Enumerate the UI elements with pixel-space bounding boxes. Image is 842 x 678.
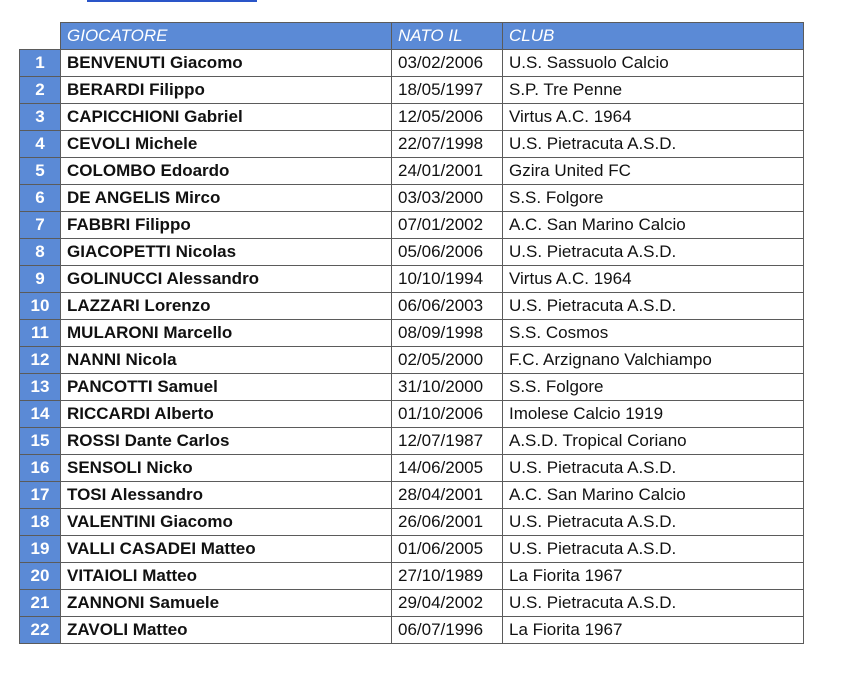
club-name: Imolese Calcio 1919 bbox=[503, 401, 804, 428]
club-name: S.S. Folgore bbox=[503, 185, 804, 212]
player-name: VALENTINI Giacomo bbox=[61, 509, 392, 536]
player-name: NANNI Nicola bbox=[61, 347, 392, 374]
table-row bbox=[20, 455, 804, 482]
birth-date: 01/06/2005 bbox=[392, 536, 503, 563]
player-name: ROSSI Dante Carlos bbox=[61, 428, 392, 455]
row-number: 12 bbox=[20, 347, 61, 374]
row-number: 13 bbox=[20, 374, 61, 401]
row-number: 5 bbox=[20, 158, 61, 185]
player-name: TOSI Alessandro bbox=[61, 482, 392, 509]
row-number: 4 bbox=[20, 131, 61, 158]
club-name: A.C. San Marino Calcio bbox=[503, 212, 804, 239]
table-row bbox=[20, 401, 804, 428]
table-row bbox=[20, 185, 804, 212]
birth-date: 07/01/2002 bbox=[392, 212, 503, 239]
club-name: A.C. San Marino Calcio bbox=[503, 482, 804, 509]
birth-date: 12/05/2006 bbox=[392, 104, 503, 131]
row-number: 2 bbox=[20, 77, 61, 104]
birth-date: 06/07/1996 bbox=[392, 617, 503, 644]
birth-date: 03/02/2006 bbox=[392, 50, 503, 77]
table-row bbox=[20, 563, 804, 590]
header-club: CLUB bbox=[503, 23, 804, 50]
player-name: MULARONI Marcello bbox=[61, 320, 392, 347]
player-name: ZAVOLI Matteo bbox=[61, 617, 392, 644]
player-name: FABBRI Filippo bbox=[61, 212, 392, 239]
birth-date: 12/07/1987 bbox=[392, 428, 503, 455]
header-number bbox=[20, 23, 61, 50]
player-name: VITAIOLI Matteo bbox=[61, 563, 392, 590]
table-row bbox=[20, 320, 804, 347]
player-name: SENSOLI Nicko bbox=[61, 455, 392, 482]
header-born: NATO IL bbox=[392, 23, 503, 50]
birth-date: 22/07/1998 bbox=[392, 131, 503, 158]
club-name: La Fiorita 1967 bbox=[503, 563, 804, 590]
club-name: S.S. Cosmos bbox=[503, 320, 804, 347]
club-name: U.S. Sassuolo Calcio bbox=[503, 50, 804, 77]
club-name: U.S. Pietracuta A.S.D. bbox=[503, 239, 804, 266]
club-name: S.S. Folgore bbox=[503, 374, 804, 401]
club-name: U.S. Pietracuta A.S.D. bbox=[503, 293, 804, 320]
club-name: U.S. Pietracuta A.S.D. bbox=[503, 509, 804, 536]
table-row bbox=[20, 50, 804, 77]
table-row bbox=[20, 536, 804, 563]
player-name: CAPICCHIONI Gabriel bbox=[61, 104, 392, 131]
birth-date: 27/10/1989 bbox=[392, 563, 503, 590]
birth-date: 29/04/2002 bbox=[392, 590, 503, 617]
row-number: 21 bbox=[20, 590, 61, 617]
birth-date: 24/01/2001 bbox=[392, 158, 503, 185]
birth-date: 01/10/2006 bbox=[392, 401, 503, 428]
birth-date: 31/10/2000 bbox=[392, 374, 503, 401]
player-name: GIACOPETTI Nicolas bbox=[61, 239, 392, 266]
table-row bbox=[20, 428, 804, 455]
table-row bbox=[20, 158, 804, 185]
table-row bbox=[20, 590, 804, 617]
birth-date: 28/04/2001 bbox=[392, 482, 503, 509]
player-name: VALLI CASADEI Matteo bbox=[61, 536, 392, 563]
table-row bbox=[20, 374, 804, 401]
row-number: 1 bbox=[20, 50, 61, 77]
player-name: BENVENUTI Giacomo bbox=[61, 50, 392, 77]
club-name: Gzira United FC bbox=[503, 158, 804, 185]
club-name: U.S. Pietracuta A.S.D. bbox=[503, 536, 804, 563]
row-number: 14 bbox=[20, 401, 61, 428]
club-name: La Fiorita 1967 bbox=[503, 617, 804, 644]
player-name: DE ANGELIS Mirco bbox=[61, 185, 392, 212]
birth-date: 14/06/2005 bbox=[392, 455, 503, 482]
player-name: CEVOLI Michele bbox=[61, 131, 392, 158]
player-name: RICCARDI Alberto bbox=[61, 401, 392, 428]
table-row bbox=[20, 77, 804, 104]
player-name: LAZZARI Lorenzo bbox=[61, 293, 392, 320]
top-link-underline[interactable] bbox=[87, 0, 257, 2]
table-row bbox=[20, 266, 804, 293]
player-name: GOLINUCCI Alessandro bbox=[61, 266, 392, 293]
row-number: 3 bbox=[20, 104, 61, 131]
club-name: S.P. Tre Penne bbox=[503, 77, 804, 104]
club-name: Virtus A.C. 1964 bbox=[503, 266, 804, 293]
birth-date: 08/09/1998 bbox=[392, 320, 503, 347]
table-row bbox=[20, 347, 804, 374]
row-number: 16 bbox=[20, 455, 61, 482]
club-name: Virtus A.C. 1964 bbox=[503, 104, 804, 131]
birth-date: 02/05/2000 bbox=[392, 347, 503, 374]
header-player: GIOCATORE bbox=[61, 23, 392, 50]
row-number: 18 bbox=[20, 509, 61, 536]
row-number: 17 bbox=[20, 482, 61, 509]
table-row bbox=[20, 212, 804, 239]
row-number: 22 bbox=[20, 617, 61, 644]
birth-date: 26/06/2001 bbox=[392, 509, 503, 536]
birth-date: 03/03/2000 bbox=[392, 185, 503, 212]
row-number: 9 bbox=[20, 266, 61, 293]
row-number: 8 bbox=[20, 239, 61, 266]
table-row bbox=[20, 482, 804, 509]
club-name: U.S. Pietracuta A.S.D. bbox=[503, 131, 804, 158]
birth-date: 05/06/2006 bbox=[392, 239, 503, 266]
player-name: BERARDI Filippo bbox=[61, 77, 392, 104]
birth-date: 18/05/1997 bbox=[392, 77, 503, 104]
row-number: 15 bbox=[20, 428, 61, 455]
row-number: 7 bbox=[20, 212, 61, 239]
birth-date: 10/10/1994 bbox=[392, 266, 503, 293]
player-name: COLOMBO Edoardo bbox=[61, 158, 392, 185]
row-number: 19 bbox=[20, 536, 61, 563]
player-name: ZANNONI Samuele bbox=[61, 590, 392, 617]
row-number: 10 bbox=[20, 293, 61, 320]
birth-date: 06/06/2003 bbox=[392, 293, 503, 320]
row-number: 11 bbox=[20, 320, 61, 347]
table-row bbox=[20, 617, 804, 644]
club-name: U.S. Pietracuta A.S.D. bbox=[503, 590, 804, 617]
row-number: 6 bbox=[20, 185, 61, 212]
table-row bbox=[20, 104, 804, 131]
table-row bbox=[20, 239, 804, 266]
table-body bbox=[20, 50, 804, 644]
club-name: F.C. Arzignano Valchiampo bbox=[503, 347, 804, 374]
player-name: PANCOTTI Samuel bbox=[61, 374, 392, 401]
table-header-row bbox=[20, 23, 804, 50]
row-number: 20 bbox=[20, 563, 61, 590]
table-row bbox=[20, 131, 804, 158]
club-name: U.S. Pietracuta A.S.D. bbox=[503, 455, 804, 482]
table-row bbox=[20, 293, 804, 320]
club-name: A.S.D. Tropical Coriano bbox=[503, 428, 804, 455]
players-table bbox=[19, 22, 804, 644]
table-row bbox=[20, 509, 804, 536]
